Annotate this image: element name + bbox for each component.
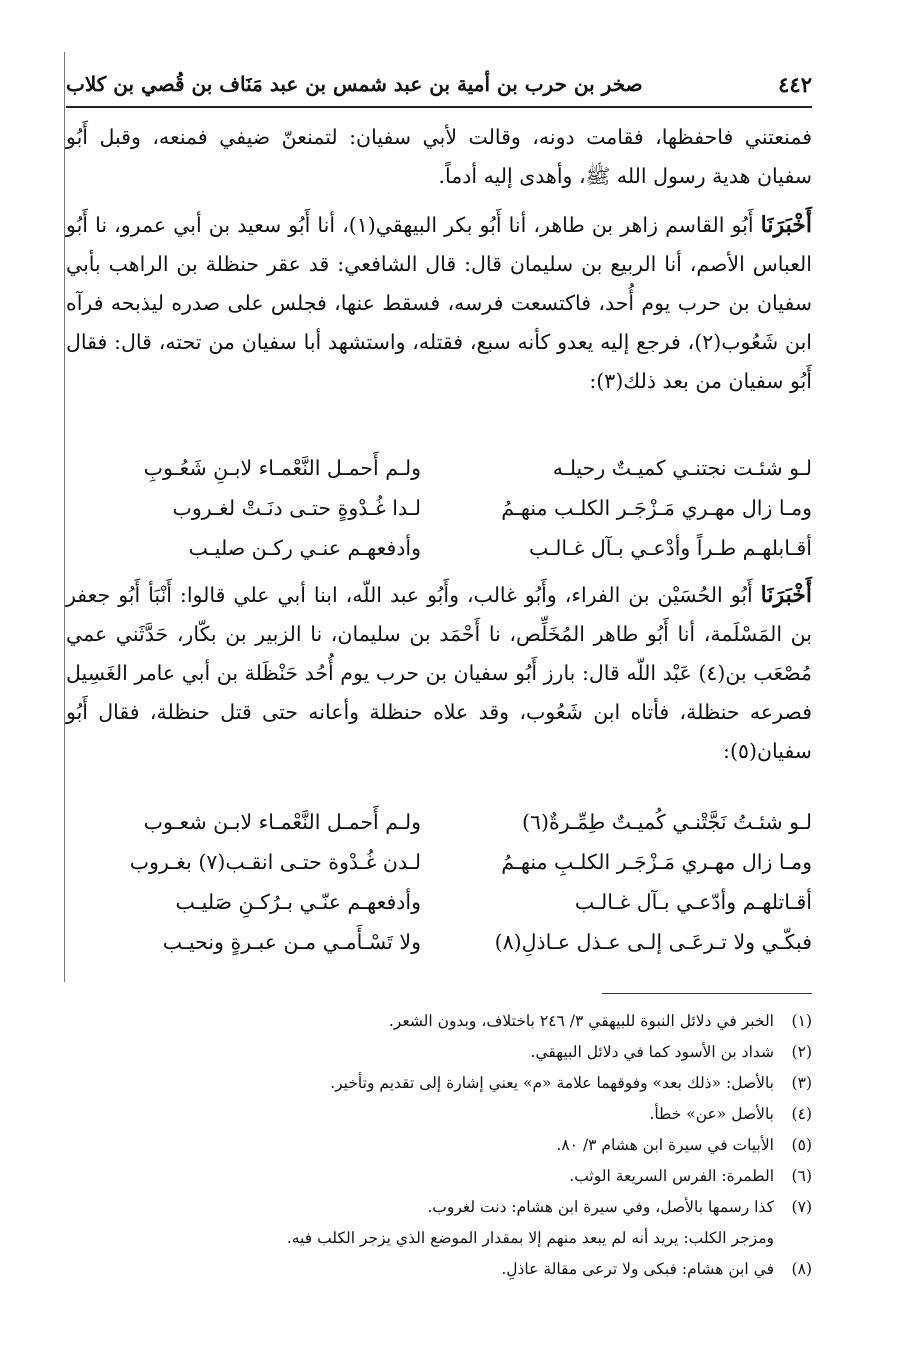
- poem-verse: [66, 448, 812, 488]
- footnote-number: (٢): [791, 1043, 812, 1061]
- verse-second-hemistich: وأدفعهـم عنّـي بـرُكـنِ صَليـب: [175, 890, 421, 914]
- footnote-text: في ابن هشام: فبكى ولا ترعى مقالة عاذلِ.: [501, 1260, 774, 1278]
- verse-first-hemistich: ومـا زال مهـري مَـزْجَـر الكلـبِ منهـمُ: [501, 850, 812, 874]
- main-text-2: [66, 576, 812, 771]
- poem-verse: [66, 528, 812, 568]
- verse-second-hemistich: ولا تَسْـأَمـي مـن عبـرةٍ ونحيـب: [162, 930, 421, 954]
- footnote-text: الأبيات في سيرة ابن هشام ٣/ ٨٠.: [556, 1136, 774, 1154]
- verse-first-hemistich: لـو شئـتُ نَجَّتْنـي كُميـتٌ طِمِّـرةٌ(٦): [522, 810, 812, 834]
- footnote-text: شداد بن الأسود كما في دلائل البيهقي.: [530, 1043, 774, 1061]
- footnote: [66, 1006, 812, 1037]
- footnote-text: الخبر في دلائل النبوة للبيهقي ٣/ ٢٤٦ باختلاف، وبدون الشعر.: [388, 1012, 774, 1030]
- footnote-number: (٦): [791, 1167, 812, 1185]
- running-header: [66, 66, 812, 102]
- footnote: [66, 1099, 812, 1130]
- footnote: [66, 1161, 812, 1192]
- footnote-number: (٧): [791, 1198, 812, 1216]
- verse-second-hemistich: وأدفعهـم عنـي ركـن صليـب: [188, 536, 421, 560]
- report-lead-word: أَخْبَرَنَا: [760, 212, 812, 238]
- verse-second-hemistich: ولـم أَحمـل النَّعْمـاء لابـنِ شَعُـوبِ: [143, 456, 421, 480]
- paragraph: فمنعتني فاحفظها، فقامت دونه، وقالت لأبي سفيان: لتمنعنّ ضيفي فمنعه، وقبل أَبُو سفيان هدية رسول الله ﷺ، وأهدى إليه أدماً.: [66, 125, 812, 188]
- report-text: أَبُو القاسم زاهر بن طاهر، أنا أَبُو بكر البيهقي(١)، أنا أَبُو سعيد بن أبي عمرو، نا أَبُو العباس الأصم، أنا الربيع بن سليمان قال: قال الشافعي: قد عقر حنظلة بن الراهب بأبي سفيان بن حرب يوم أُحد، فاكتسعت فرسه، فسقط عنها، فجلس على صدره ليذبحه فرآه ابن شَعُوب(٢)، فرجع إليه يعدو كأنه سبع، فقتله، واستشهد أبا سفيان من تحته، قال: فقال أَبُو سفيان من بعد ذلك(٣):: [66, 213, 812, 393]
- poem-verse: [66, 842, 812, 882]
- footnote-number: (٨): [791, 1260, 812, 1278]
- binding-line: [64, 52, 65, 982]
- page-number: ٤٤٢: [778, 71, 812, 97]
- verse-first-hemistich: أقـاتلهـم وأدّعـي بـآل غـالـب: [574, 890, 812, 914]
- footnote-rule: [602, 993, 812, 994]
- footnote: [66, 1192, 812, 1223]
- verse-second-hemistich: ولـم أَحمـل النَّعْمـاء لابـن شعـوب: [143, 810, 421, 834]
- footnote: [66, 1254, 812, 1285]
- report-lead-word: أَخْبَرَنَا: [760, 582, 812, 608]
- header-rule: [66, 106, 812, 108]
- verse-second-hemistich: لـدن غُـدْوة حتـى انقـب(٧) بغـروب: [129, 850, 421, 874]
- footnote-number: (٥): [791, 1136, 812, 1154]
- footnote-continuation: [66, 1223, 812, 1254]
- verse-second-hemistich: لـدا غُـدْوةٍ حتـى دنَـتْ لغـروب: [172, 496, 421, 520]
- main-text: [66, 118, 812, 401]
- verse-first-hemistich: أقـابلهـم طـراً وأدْعـي بـآل غـالـب: [529, 536, 812, 560]
- poem-verse: [66, 802, 812, 842]
- footnote: [66, 1130, 812, 1161]
- report-paragraph-2: [66, 576, 812, 771]
- report-text: أَبُو الحُسَيْن بن الفراء، وأَبُو غالب، وأَبُو عبد اللّه، ابنا أبي علي قالوا: أَنْبَأ أَبُو جعفر بن المَسْلَمة، أنا أَبُو طاهر المُخَلِّص، نا أَحْمَد بن سليمان، نا الزبير بن بكّار، حَدَّثَني عمي مُصْعَب بن(٤) عَبْد اللّه قال: بارز أَبُو سفيان بن حرب يوم أُحُد حَنْظَلة بن أبي عامر الغَسِيل فصرعه حنظلة، فأتاه ابن شَعُوب، وقد علاه حنظلة وأعانه حتى قتل حنظلة، فقال أَبُو سفيان(٥):: [66, 583, 812, 763]
- footnotes: [66, 1006, 812, 1285]
- poem-verse: [66, 488, 812, 528]
- poem-verse: [66, 882, 812, 922]
- footnote-text: بالأصل: «ذلك بعد» وفوقهما علامة «م» يعني إشارة إلى تقديم وتأخير.: [330, 1074, 774, 1092]
- footnote-number: (٤): [791, 1105, 812, 1123]
- verse-first-hemistich: فبكّـي ولا تـرعَـى إلـى عـذل عـاذلِ(٨): [494, 930, 812, 954]
- footnote-text: ومزجر الكلب: يريد أنه لم يبعد منهم إلا بمقدار الموضع الذي يزجر الكلب فيه.: [286, 1229, 774, 1247]
- report-paragraph-1: [66, 206, 812, 401]
- poem-verse: [66, 922, 812, 962]
- poem-block-1: [66, 448, 812, 568]
- verse-first-hemistich: لـو شئـت نجتنـي كميـتٌ رحيلـه: [552, 456, 812, 480]
- footnote: [66, 1037, 812, 1068]
- footnote-number: [774, 1223, 812, 1254]
- footnote-text: كذا رسمها بالأصل، وفي سيرة ابن هشام: دنت لغروب.: [427, 1198, 774, 1216]
- footnote-text: بالأصل «عن» خطأ.: [649, 1105, 774, 1123]
- footnote-text: الطمرة: الفرس السريعة الوثب.: [569, 1167, 774, 1185]
- running-title: صخر بن حرب بن أمية بن عبد شمس بن عبد مَنَاف بن قُصي بن كلاب: [66, 72, 643, 96]
- verse-first-hemistich: ومـا زال مهـري مَـزْجَـر الكلـب منهـمُ: [501, 496, 812, 520]
- footnote-number: (١): [791, 1012, 812, 1030]
- poem-block-2: [66, 802, 812, 962]
- footnote-number: (٣): [791, 1074, 812, 1092]
- footnote: [66, 1068, 812, 1099]
